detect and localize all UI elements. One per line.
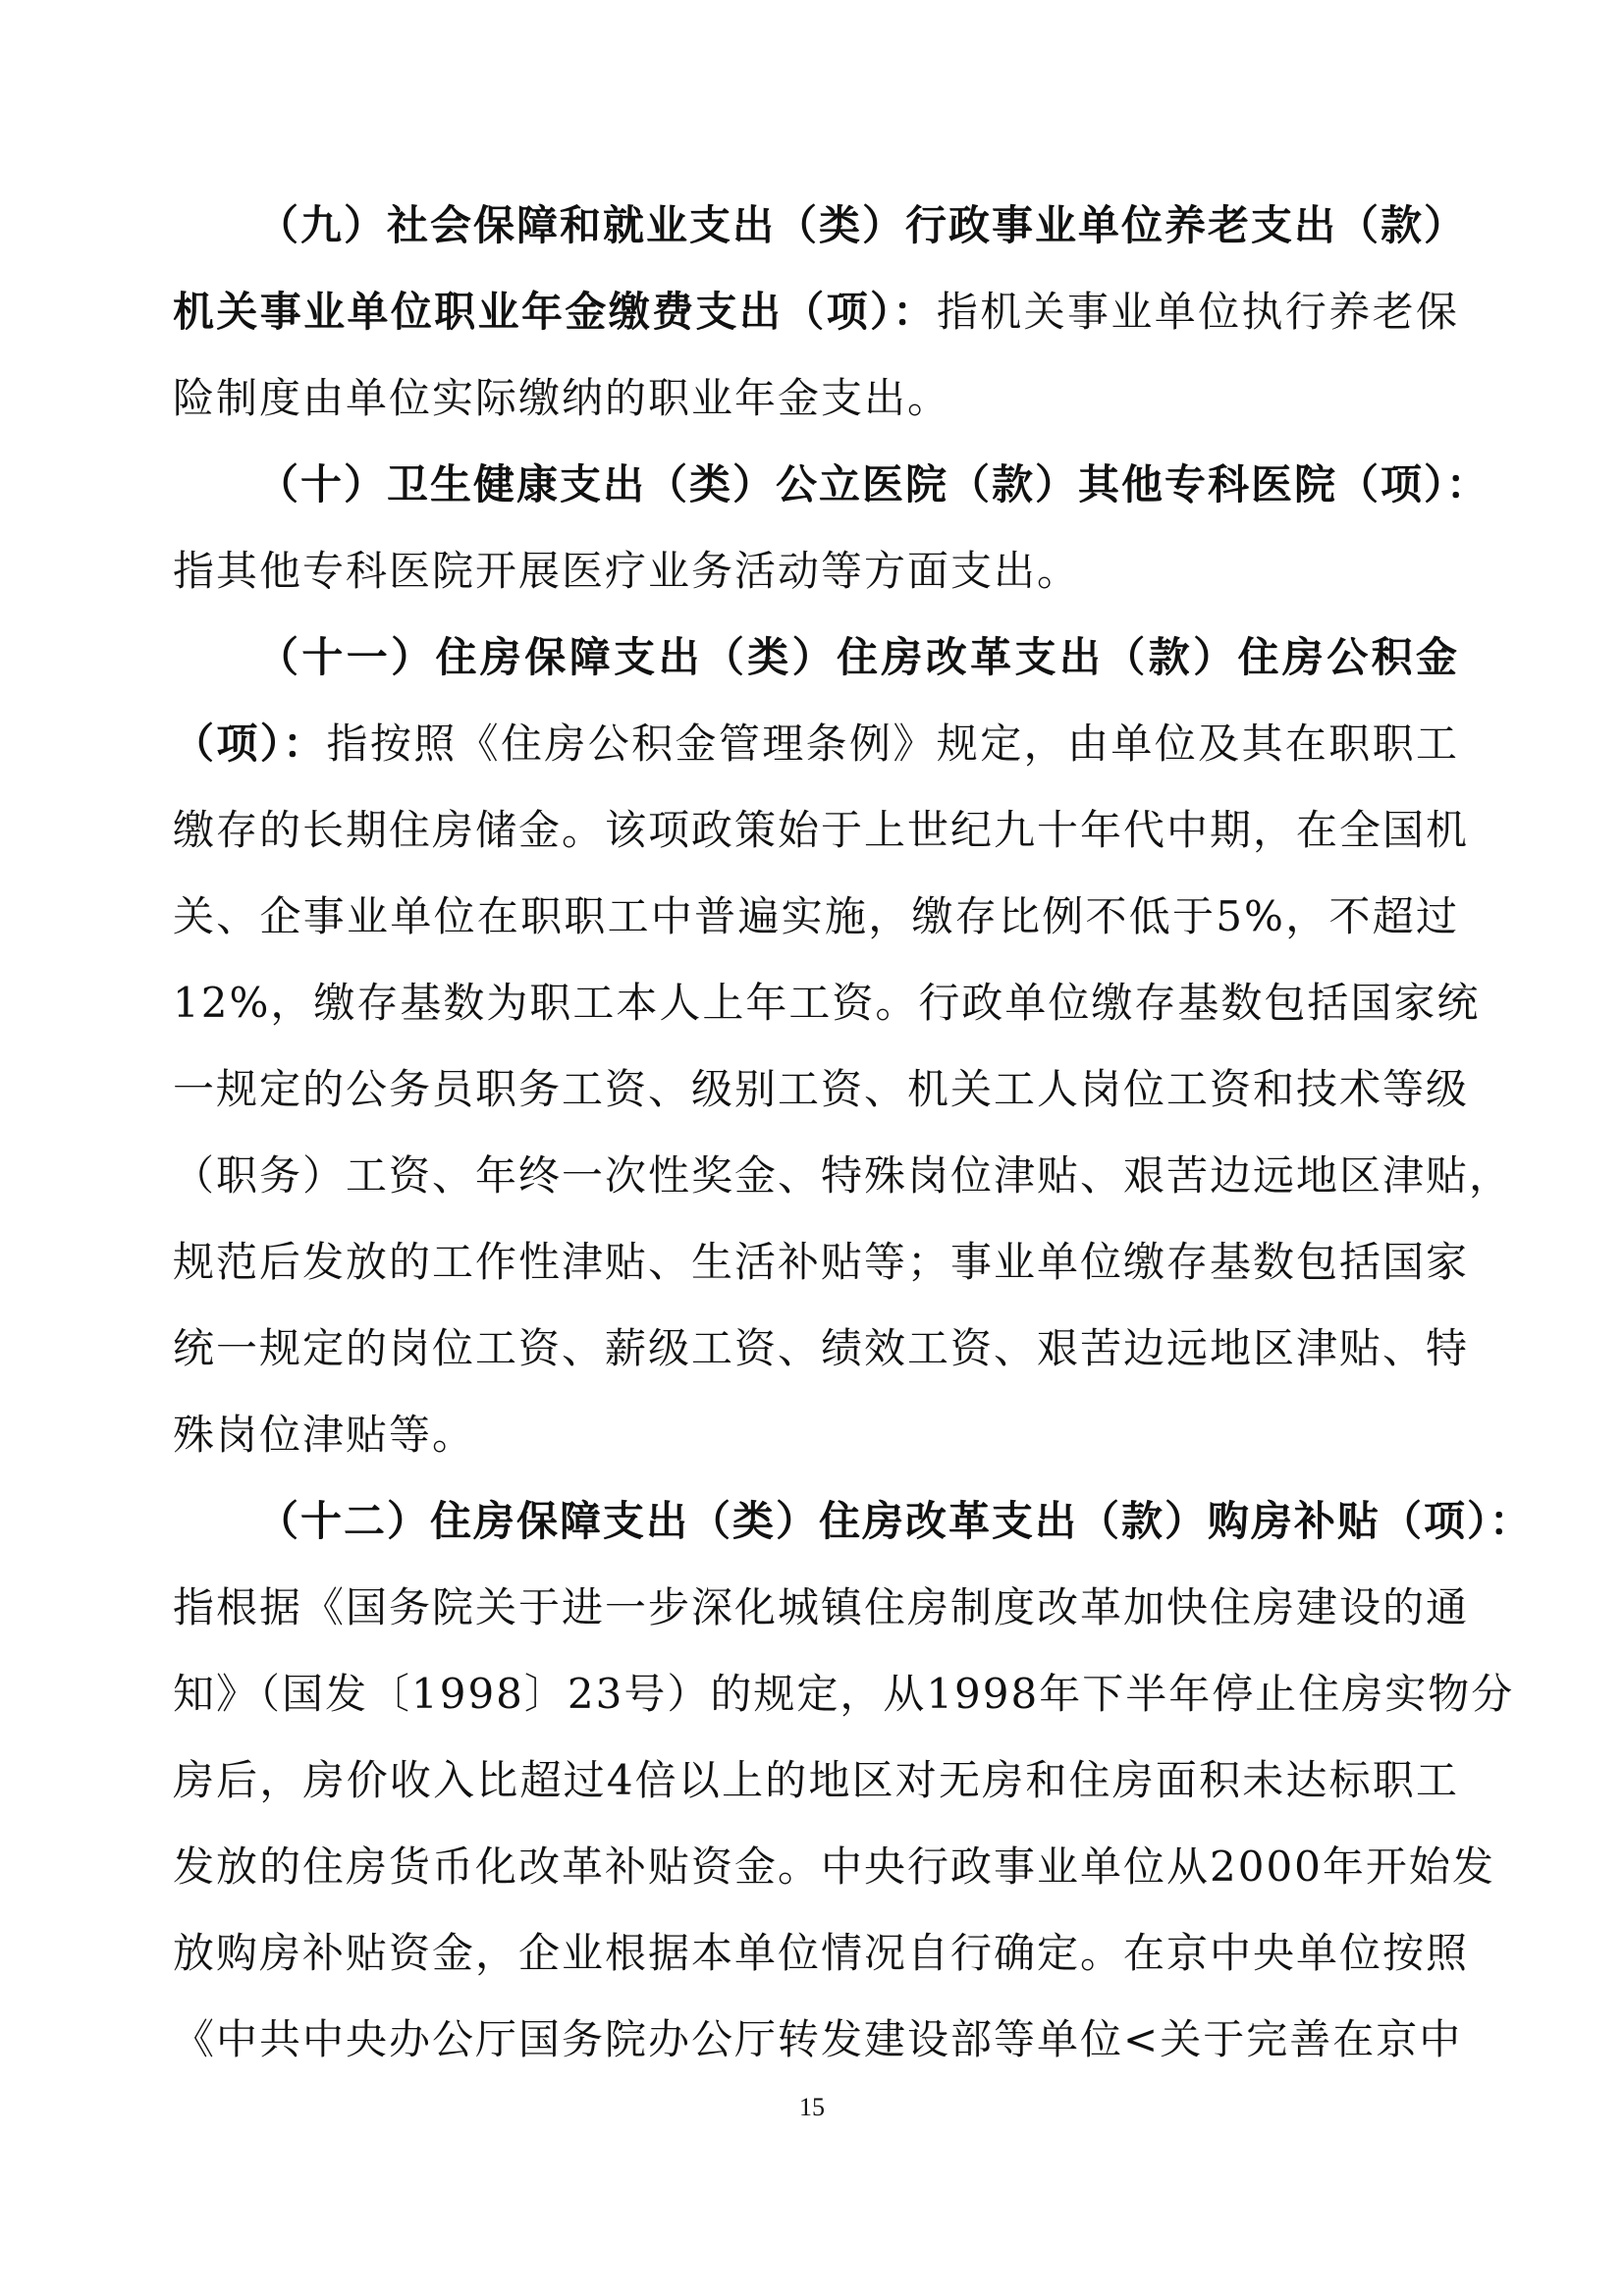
- section-9-heading-line-1: （九）社会保障和就业支出（类）行政事业单位养老支出（款）: [257, 201, 1468, 249]
- section-11-body-line-7: 统一规定的岗位工资、薪级工资、绩效工资、艰苦边远地区津贴、特: [173, 1324, 1470, 1372]
- section-11-body-line-1: 缴存的长期住房储金。该项政策始于上世纪九十年代中期，在全国机: [173, 806, 1470, 854]
- section-11-body-inline: 指按照《住房公积金管理条例》规定，由单位及其在职职工: [326, 720, 1459, 768]
- section-11-body-line-2: 关、企事业单位在职职工中普遍实施，缴存比例不低于5%，不超过: [173, 892, 1459, 940]
- section-11-body-line-6: 规范后发放的工作性津贴、生活补贴等；事业单位缴存基数包括国家: [173, 1238, 1470, 1286]
- page-number: 15: [799, 2093, 825, 2121]
- section-11-heading-tail: （项）：: [173, 720, 327, 768]
- section-12-heading-line-1: （十二）住房保障支出（类）住房改革支出（款）购房补贴（项）：: [257, 1497, 1534, 1545]
- section-12-body-line-5: 放购房补贴资金，企业根据本单位情况自行确定。在京中央单位按照: [173, 1929, 1470, 1977]
- section-9-body-line-1: 险制度由单位实际缴纳的职业年金支出。: [173, 374, 951, 422]
- section-12-body-line-2: 知》（国发〔1998〕23号）的规定，从1998年下半年停止住房实物分: [173, 1670, 1515, 1718]
- section-9-heading-line-2: [173, 283, 1459, 342]
- section-9-heading-tail: 机关事业单位职业年金缴费支出（项）：: [173, 288, 937, 336]
- section-11-heading-line-2: [173, 715, 1459, 774]
- section-11-heading-line-1: （十一）住房保障支出（类）住房改革支出（款）住房公积金: [257, 633, 1459, 681]
- section-11-body-line-8: 殊岗位津贴等。: [173, 1411, 476, 1459]
- section-11-body-line-5: （职务）工资、年终一次性奖金、特殊岗位津贴、艰苦边远地区津贴，: [173, 1151, 1513, 1200]
- section-11-body-line-3: 12%，缴存基数为职工本人上年工资。行政单位缴存基数包括国家统: [173, 979, 1481, 1027]
- section-9-body-inline: 指机关事业单位执行养老保: [936, 288, 1459, 336]
- section-10-body-line-1: 指其他专科医院开展医疗业务活动等方面支出。: [173, 547, 1081, 595]
- section-12-body-line-6: 《中共中央办公厅国务院办公厅转发建设部等单位<关于完善在京中: [173, 2015, 1463, 2063]
- section-12-body-line-3: 房后，房价收入比超过4倍以上的地区对无房和住房面积未达标职工: [173, 1756, 1459, 1804]
- section-12-body-line-1: 指根据《国务院关于进一步深化城镇住房制度改革加快住房建设的通: [173, 1583, 1470, 1631]
- section-10-heading-line-1: （十）卫生健康支出（类）公立医院（款）其他专科医院（项）：: [257, 460, 1490, 508]
- section-11-body-line-4: 一规定的公务员职务工资、级别工资、机关工人岗位工资和技术等级: [173, 1065, 1470, 1113]
- section-12-body-line-4: 发放的住房货币化改革补贴资金。中央行政事业单位从2000年开始发: [173, 1842, 1495, 1891]
